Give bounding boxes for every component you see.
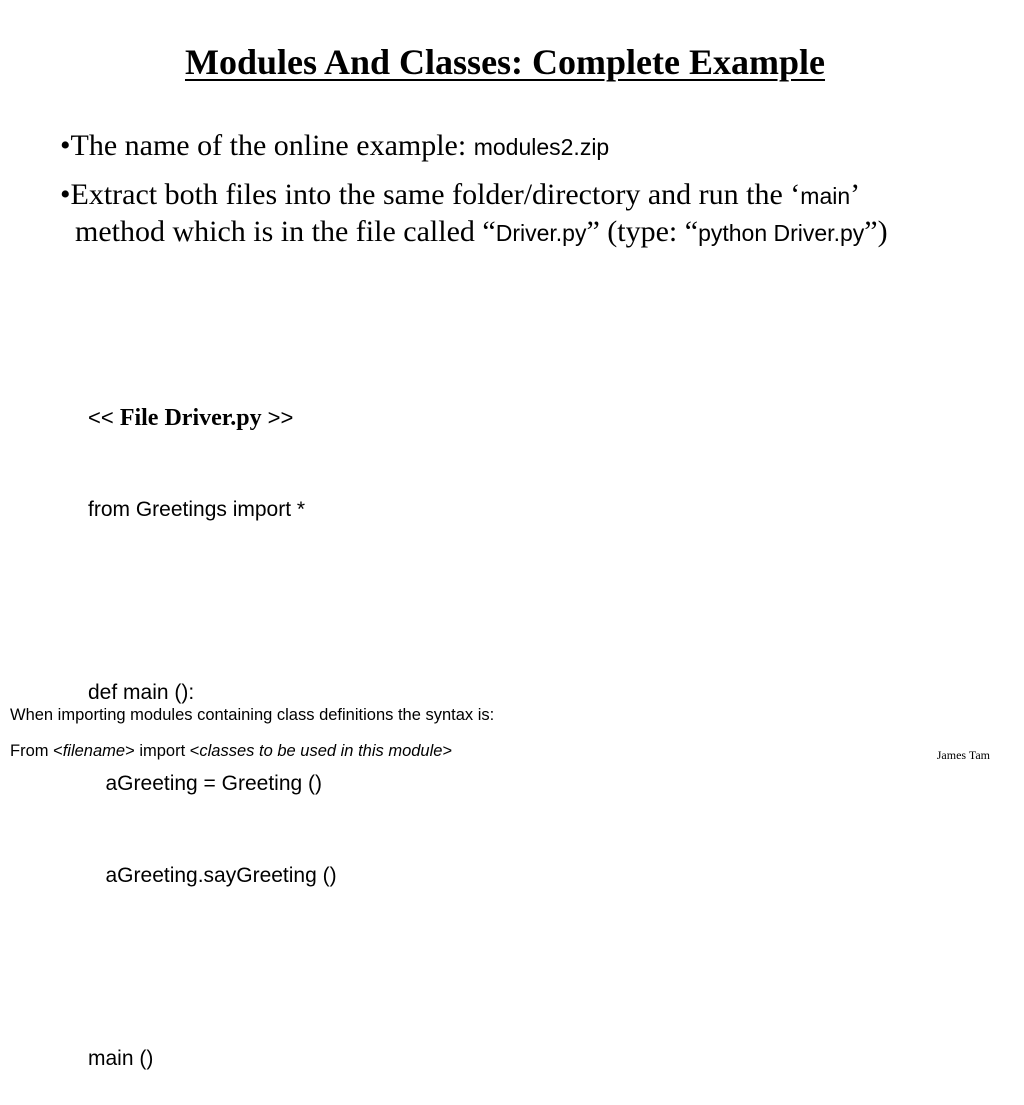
code-file-header	[88, 403, 688, 434]
header-filename: File Driver.py	[119, 405, 262, 431]
bullet-list	[60, 128, 940, 263]
bullet-text: ” (type: “	[586, 215, 699, 248]
method-name: main	[800, 183, 851, 209]
syntax-text: >	[442, 742, 453, 760]
bullet-mark: •	[60, 129, 71, 162]
bullet-text: The name of the online example:	[70, 129, 474, 162]
header-close: >>	[261, 405, 294, 430]
header-open: <<	[88, 405, 120, 430]
code-line: aGreeting = Greeting ()	[88, 772, 323, 795]
import-syntax-line	[10, 740, 452, 762]
bullet-mark: •	[60, 178, 71, 211]
syntax-classes: classes to be used in this module	[199, 742, 443, 760]
code-line: main ()	[88, 1046, 154, 1070]
bullet-text: ’ method which is in the file called “	[75, 178, 858, 248]
code-line	[88, 586, 688, 617]
code-line	[88, 952, 688, 983]
run-command: python Driver.py	[698, 220, 865, 246]
zip-filename: modules2.zip	[473, 134, 610, 160]
syntax-text: From <	[10, 742, 63, 760]
syntax-filename: filename	[62, 742, 126, 760]
code-line: aGreeting.sayGreeting ()	[88, 863, 337, 887]
driver-filename: Driver.py	[495, 220, 587, 246]
import-syntax-note: When importing modules containing class definitions the syntax is:	[10, 706, 495, 724]
slide-title: Modules And Classes: Complete Example	[184, 42, 826, 82]
syntax-text: > import <	[125, 742, 200, 760]
bullet-text: Extract both files into the same folder/directory and run the ‘	[70, 178, 801, 211]
code-line: def main ():	[88, 680, 195, 704]
bullet-text: ”)	[864, 215, 888, 248]
bullet-online-example	[60, 128, 940, 165]
bullet-extract-instructions	[60, 177, 940, 251]
code-line: from Greetings import *	[88, 497, 306, 521]
author-credit: James Tam	[936, 748, 990, 762]
